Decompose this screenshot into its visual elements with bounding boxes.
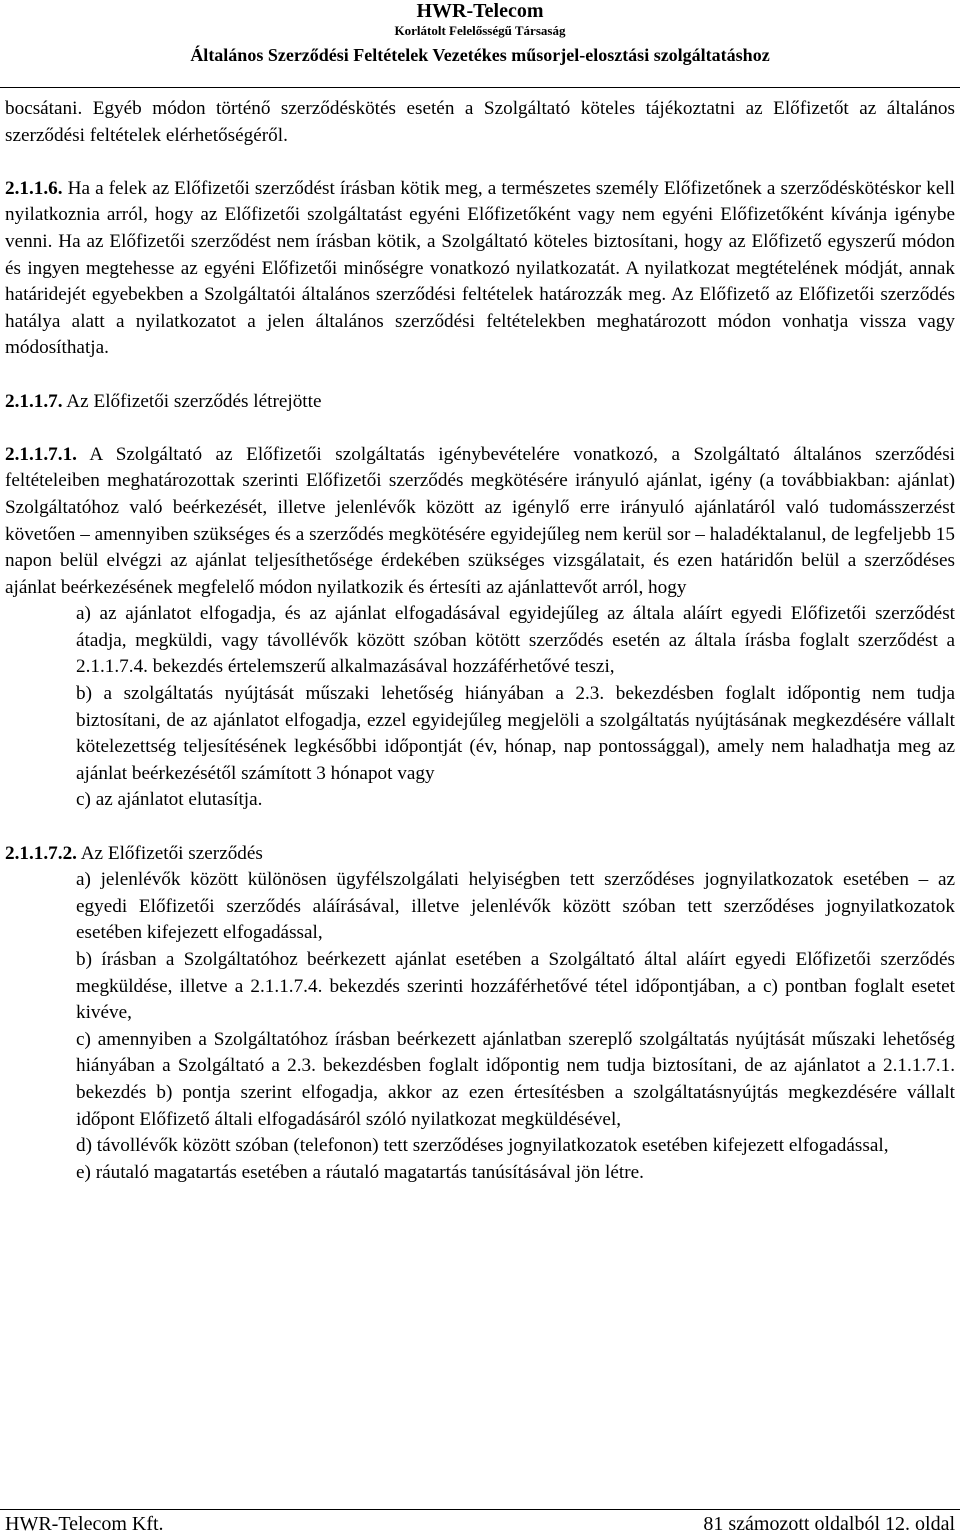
- footer-company: HWR-Telecom Kft.: [5, 1513, 164, 1535]
- section-number: 2.1.1.7.: [5, 390, 63, 412]
- list-item: a) jelenlévők között különösen ügyfélszolgálati helyiségben tett szerződéses jognyilatkozatok esetében – az egyedi Előfizetői szerződés aláírásával, illetve jelenlévők között szóban tett szerződéses jognyilatkozatok esetében kifejezett elfogadással,: [76, 869, 955, 944]
- list-item: c) az ajánlatot elutasítja.: [76, 789, 263, 811]
- document-body: [5, 96, 955, 1186]
- page-footer: [5, 1513, 955, 1535]
- section-number: 2.1.1.7.2.: [5, 842, 77, 864]
- footer-rule: [0, 1509, 960, 1510]
- section-2-1-1-7-2-heading: [5, 841, 955, 868]
- header-doc-title: Általános Szerződési Feltételek Vezetékes műsorjel-elosztási szolgáltatáshoz: [190, 45, 770, 65]
- paragraph-intro: bocsátani. Egyéb módon történő szerződéskötés esetén a Szolgáltató köteles tájékoztatni az Előfizetőt az általános szerződési feltételek elérhetőségéről.: [5, 98, 955, 146]
- section-text: Ha a felek az Előfizetői szerződést írásban kötik meg, a természetes személy Előfizetőnek a szerződéskötéskor kell nyilatkoznia arról, hogy az Előfizetői szolgáltatást egyéni Előfizetőként vagy nem egyéni Előfizetőként kívánja igénybe venni. Ha az Előfizetői szerződést nem írásban kötik, a Szolgáltató köteles biztosítani, hogy az Előfizető egyszerű módon és ingyen megtehesse az egyéni Előfizetői minőségre vonatkozó nyilatkozatát. A nyilatkozat megtételének módját, annak határidejét egyebekben a Szolgáltatói általános szerződési feltételek határozzák meg. Az Előfizető az Előfizetői szerződés hatálya alatt a nyilatkozatot a jelen általános szerződési feltételekben meghatározott módon vonhatja vissza vagy módosíthatja.: [5, 177, 955, 359]
- section-2-1-1-7-1: [5, 442, 955, 602]
- list-item: b) a szolgáltatás nyújtását műszaki lehetőség hiányában a 2.3. bekezdésben foglalt időpontig nem tudja biztosítani, de az ajánlatot elfogadja, ezzel egyidejűleg megjelöli a szolgáltatás nyújtásának megkezdésére vállalt kötelezettség teljesítésének legkésőbbi időpontját (év, hónap, nap pontossággal), amely nem haladhatja meg az ajánlat beérkezésétől számított 3 hónapot vagy: [76, 683, 955, 784]
- section-2-1-1-7-heading: [5, 389, 955, 416]
- header-rule: [0, 87, 960, 88]
- section-number: 2.1.1.7.1.: [5, 443, 77, 465]
- section-number: 2.1.1.6.: [5, 177, 63, 199]
- header-company: HWR-Telecom: [416, 0, 544, 22]
- list-item: c) amennyiben a Szolgáltatóhoz írásban beérkezett ajánlatban szereplő szolgáltatás nyújtását műszaki lehetőség hiányában a Szolgáltató a 2.3. bekezdésben foglalt időpontig nem tudja biztosítani, de az ajánlatot a 2.1.1.7.1. bekezdés b) pontja szerint elfogadja, akkor az ezen értesítésben a szolgáltatásnyújtás megkezdésére vállalt időpont Előfizető általi elfogadásáról szóló nyilatkozat megküldésével,: [76, 1028, 955, 1130]
- header-company-form: Korlátolt Felelősségű Társaság: [394, 23, 566, 38]
- list-item: a) az ajánlatot elfogadja, és az ajánlat elfogadásával egyidejűleg az általa aláírt egyedi Előfizetői szerződést átadja, megküldi, vagy távollévők között szóban kötött szerződés esetén az általa írásba foglalt szerződést a 2.1.1.7.4. bekezdés értelemszerű alkalmazásával hozzáférhetővé teszi,: [76, 603, 955, 678]
- section-title: Az Előfizetői szerződés: [76, 842, 263, 864]
- list-item: b) írásban a Szolgáltatóhoz beérkezett ajánlat esetében a Szolgáltató által aláírt egyedi Előfizetői szerződés megküldése, illetve a 2.1.1.7.4. bekezdés szerinti hozzáférhetővé tétel időpontjában, a c) pontban foglalt esetet kivéve,: [76, 949, 955, 1024]
- page-header: [0, 0, 960, 66]
- section-text: A Szolgáltató az Előfizetői szolgáltatás igénybevételére vonatkozó, a Szolgáltató általános szerződési feltételeiben meghatározottak szerinti Előfizetői szerződés megkötésére irányuló ajánlat, igény (a továbbiakban: ajánlat) Szolgáltatóhoz való beérkezését, illetve jelenlévők között az igénylő erre irányuló ajánlatáról való tudomásszerzést követően – amennyiben szükséges és a szerződés megkötésére egyidejűleg nem kerül sor – haladéktalanul, de legfeljebb 15 napon belül elvégzi az ajánlat teljesíthetősége érdekében szükséges vizsgálatait, és ezen határidőn belül a szerződéses ajánlat beérkezésének megfelelő módon nyilatkozik és értesíti az ajánlattevőt arról, hogy: [5, 443, 955, 598]
- section-2-1-1-6: [5, 176, 955, 362]
- section-title: Az Előfizetői szerződés létrejötte: [62, 390, 322, 412]
- footer-page-number: 81 számozott oldalból 12. oldal: [703, 1513, 955, 1535]
- list-item: d) távollévők között szóban (telefonon) tett szerződéses jognyilatkozatok esetében kifejezett elfogadással,: [76, 1135, 889, 1157]
- list-item: e) ráutaló magatartás esetében a ráutaló magatartás tanúsításával jön létre.: [76, 1161, 644, 1183]
